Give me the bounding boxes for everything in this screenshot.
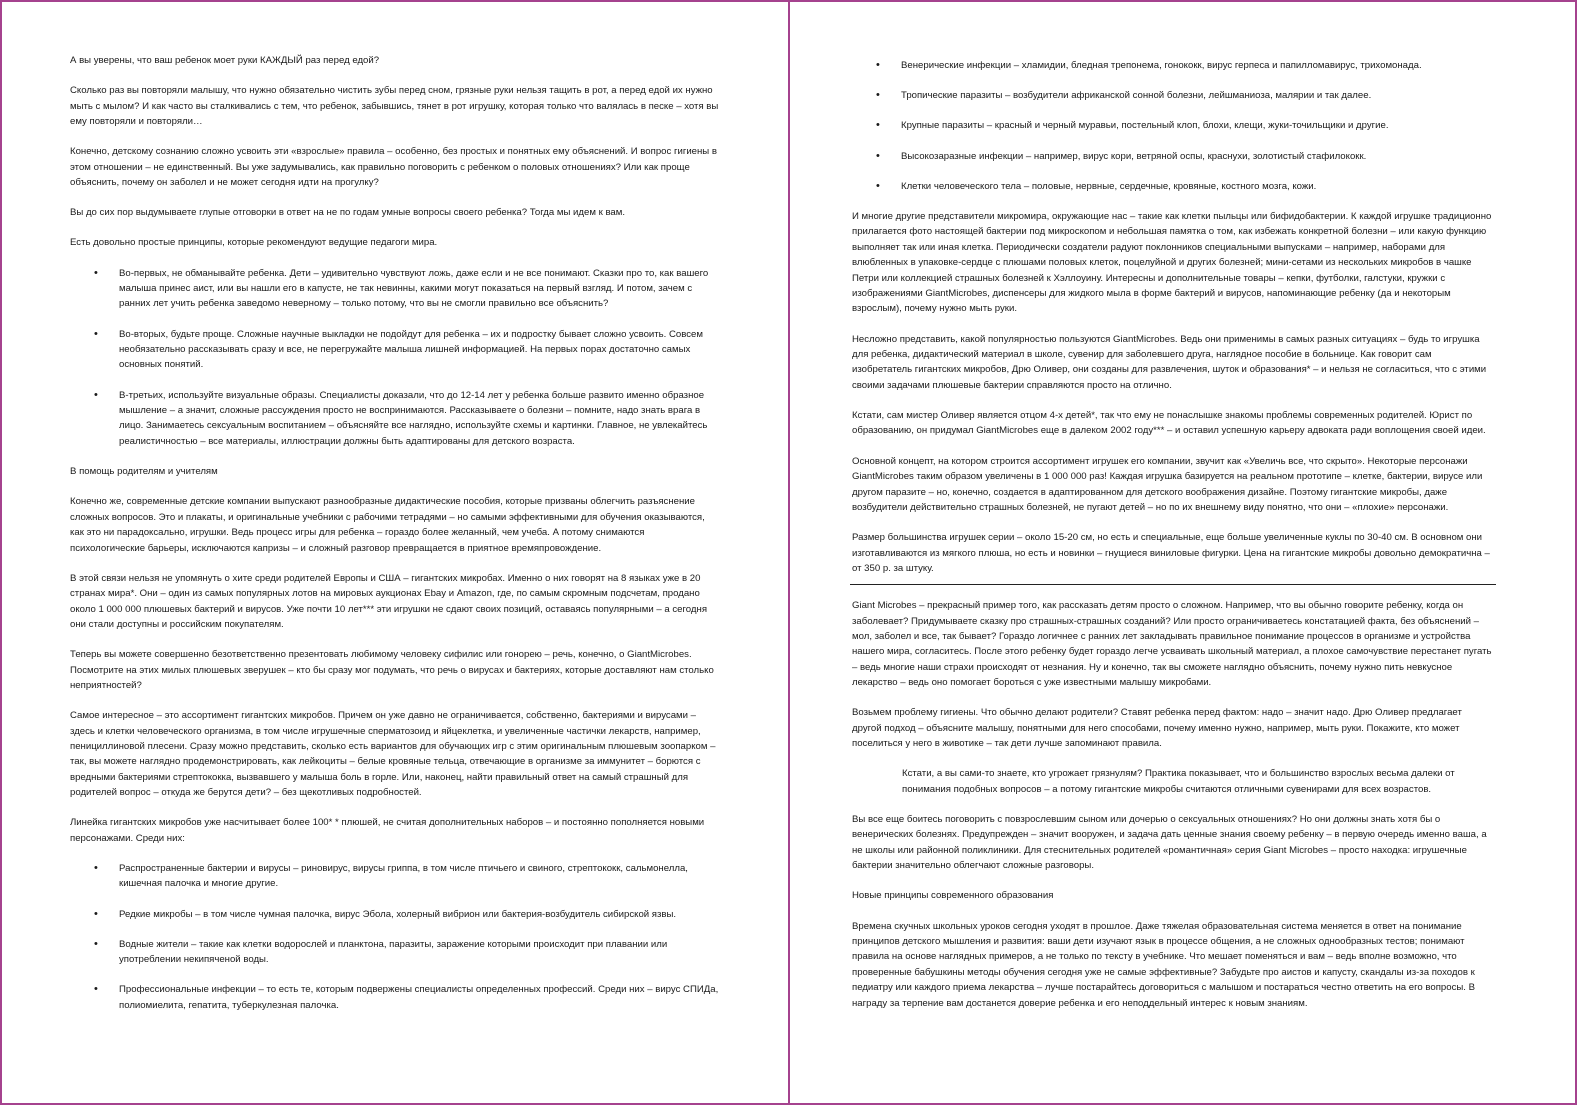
list-item: • Профессиональные инфекции – то есть те, которым подвержены специалисты определенных профессий. Среди них – вирус СПИДа, полиомиелита, гепатита, туберкулезная палочка.: [119, 982, 720, 1013]
list-item: • Клетки человеческого тела – половые, нервные, сердечные, кровяные, костного мозга, кожи.: [901, 179, 1494, 194]
list-item: • Во-первых, не обманывайте ребенка. Дети – удивительно чувствуют ложь, даже если и не все понимают. Сказки про то, как вашего малыша принес аист, или вы нашли его в капусте, не так невинны, какими могут показаться на первый взгляд. И потом, зачем с ранних лет учить ребенка заведомо неверному – только потому, что вы не смогли правильно все объяснить?: [119, 266, 720, 312]
principles-list: [70, 266, 720, 450]
list-item: • Тропические паразиты – возбудители африканской сонной болезни, лейшманиоза, малярии и так далее.: [901, 88, 1494, 103]
list-item: • Редкие микробы – в том числе чумная палочка, вирус Эбола, холерный вибрион или бактерия-возбудитель сибирской язвы.: [119, 907, 720, 922]
list-item: • Высокозаразные инфекции – например, вирус кори, ветряной оспы, краснухи, золотистый стафилококк.: [901, 149, 1494, 164]
microbes-list: [70, 861, 720, 1013]
section-heading: В помощь родителям и учителям: [70, 466, 218, 478]
paragraph: Возьмем проблему гигиены. Что обычно делают родители? Ставят ребенка перед фактом: надо – значит надо. Дрю Оливер предлагает другой подход – объясните малышу, понятными для него способами, почему именно нужно, например, мыть руки. Покажите, кто может поселиться у него в животике – так дети лучше запоминают правила.: [852, 707, 1462, 750]
paragraph: И многие другие представители микромира, окружающие нас – такие как клетки пыльцы или бифидобактерии. К каждой игрушке традиционно прилагается фото настоящей бактерии под микроскопом и небольшая памятка о том, как избежать конкретной болезни – или какую функцию выполняет так или иная клетка. Периодически создатели радуют поклонников специальными выпусками – например, наборами для влюбленных в упаковке-сердце с плюшами половых клеток, поцелуйной и других болезней; мини-сетами из нескольких микробов в чашке Петри или коллекцией страшных болезней к Хэллоуину. Интересны и дополнительные товары – кепки, футболки, галстуки, кружки с изображениями GiantMicrobes, диспенсеры для жидкого мыла в форме бактерий и вирусов, напоминающие ребенку (да и некоторым взрослым), почему нужно мыть руки.: [852, 211, 1492, 315]
paragraph: Времена скучных школьных уроков сегодня уходят в прошлое. Даже тяжелая образовательная система меняется в ответ на понимание принципов детского мышления и развития: ваши дети изучают язык в процессе общения, а не сложных однообразных тестов; понимают правила на основе наглядных примеров, а не только по тексту в учебнике. Что мешает поменяться и вам – ведь вполне возможно, что проверенные бабушкины методы обучения сегодня уже не самые эффективные? Забудьте про аистов и капусту, скандалы из-за походов к педиатру или каждого приема лекарства – лучше постарайтесь договориться с малышом и постараться честно ответить на его вопросы. В награду за терпение вам достанется доверие ребенка и его неподдельный интерес к новым знаниям.: [852, 920, 1476, 1009]
indented-paragraph: Кстати, а вы сами-то знаете, кто угрожает грязнулям? Практика показывает, что и большинство взрослых весьма далеки от понимания подобных вопросов – а потому гигантские микробы считаются отличными сувенирами для всех возрастов.: [902, 768, 1455, 795]
list-item: • Водные жители – такие как клетки водорослей и планктона, паразиты, заражение которыми происходит при плавании или употреблении некипяченой воды.: [119, 937, 720, 968]
paragraph: Основной концепт, на котором строится ассортимент игрушек его компании, звучит как «Увеличь все, что скрыто». Некоторые персонажи GiantMicrobes таким образом увеличены в 1 000 000 раз! Каждая игрушка базируется на реальном прототипе – клетке, бактерии, вирусе или другом паразите – но, конечно, создается в адаптированном для детского воображения дизайне. Поэтому гигантские микробы, даже возбудители действительно страшных болезней, не пугают детей – но по их внешнему виду понятно, что они – «плохие» персонажи.: [852, 455, 1483, 513]
microbes-list-continued: [852, 58, 1494, 194]
paragraph: Теперь вы можете совершенно безответственно презентовать любимому человеку сифилис или гонорею – речь, конечно, о GiantMicrobes. Посмотрите на этих милых плюшевых зверушек – кто бы сразу мог подумать, что речь о вирусах и бактериях, которые доставляют нам столько неприятностей?: [70, 649, 714, 691]
paragraph: Сколько раз вы повторяли малышу, что нужно обязательно чистить зубы перед сном, грязные руки нельзя тащить в рот, а перед едой их нужно мыть с мылом? И как часто вы сталкивались с тем, что ребенок, забывшись, тянет в рот игрушку, которая только что валялась в песке – хотя вы ему повторяли и повторяли…: [70, 85, 719, 128]
paragraph: Вы все еще боитесь поговорить с повзрослевшим сыном или дочерью о сексуальных отношениях? Но они должны знать хотя бы о венерических болезнях. Предупрежден – значит вооружен, и задача дать ценные знания своему ребенку – в первую очередь именно ваша, а не школы или районной поликлиники. Для стеснительных родителей «романтичная» серия Giant Microbes – просто находка: игрушечные бактерии значительно облегчают сложные разговоры.: [852, 813, 1487, 872]
paragraph: Конечно, детскому сознанию сложно усвоить эти «взрослые» правила – особенно, без простых и понятных ему объяснений. И вопрос гигиены в этом отношении – не единственный. Вы уже задумывались, как правильно поговорить с ребенком о половых отношениях? Или как проще объяснить, почему он заболел и не может сегодня идти на прогулку?: [70, 146, 717, 189]
list-item: • Распространенные бактерии и вирусы – риновирус, вирусы гриппа, в том числе птичьего и свиного, стрептококк, сальмонелла, кишечная палочка и многие другие.: [119, 861, 720, 892]
paragraph: Кстати, сам мистер Оливер является отцом 4-х детей*, так что ему не понаслышке знакомы проблемы современных родителей. Юрист по образованию, он придумал GiantMicrobes еще в далеком 2002 году*** – и оставил успешную карьеру адвоката ради воплощения своей идеи.: [852, 410, 1486, 437]
paragraph: Несложно представить, какой популярностью пользуются GiantMicrobes. Ведь они применимы в самых разных ситуациях – будь то игрушка для ребенка, дидактический материал в школе, сувенир для заболевшего друга, наглядное пособие в больнице. Как говорит сам изобретатель гигантских микробов, Дрю Оливер, они созданы для развлечения, шуток и образования* – и нельзя не согласиться, что с этими своими задачами плюшевые бактерии справляются просто на отлично.: [852, 333, 1487, 391]
paragraph: Giant Microbes – прекрасный пример того, как рассказать детям просто о сложном. Например, что вы обычно говорите ребенку, когда он заболевает? Придумываете сказку про страшных-страшных созданий? Или просто ограничиваетесь констатацией факта, без объяснений – мол, заболел и все, так бывает? Гораздо логичнее с ранних лет закладывать правильное понимание процессов в организме и устройства нашего мира, согласитесь. После этого ребенку будет гораздо легче усваивать школьный материал, а плохое самочувствие перестанет пугать – ведь многие наши страхи происходят от незнания. Ну и конечно, так вы сможете наглядно объяснить, почему нужно пить невкусное лекарство – ведь оно помогает бороться с уже известными малышу микробами.: [852, 600, 1492, 689]
paragraph: Есть довольно простые принципы, которые рекомендуют ведущие педагоги мира.: [70, 237, 438, 249]
paragraph: Конечно же, современные детские компании выпускают разнообразные дидактические пособия, которые призваны облегчить разъяснение сложных вопросов. Это и плакаты, и оригинальные учебники с рабочими тетрадями – но самыми эффективными для обучения оказываются, как это ни парадоксально, игрушки. Ведь процесс игры для ребенка – гораздо более желанный, чем учеба. А потому снимаются психологические барьеры, исключаются капризы – и сложный разговор превращается в приятное времяпровождение.: [70, 496, 705, 554]
list-item: • Во-вторых, будьте проще. Сложные научные выкладки не подойдут для ребенка – их и подростку бывает сложно усвоить. Совсем необязательно рассказывать сразу и все, не перегружайте малыша лишней информацией. На первых порах достаточно самых основных понятий.: [119, 327, 720, 373]
paragraph: Линейка гигантских микробов уже насчитывает более 100* * плюшей, не считая дополнительных наборов – и постоянно пополняется новыми персонажами. Среди них:: [70, 817, 705, 844]
right-page-text: [852, 58, 1494, 1026]
paragraph: А вы уверены, что ваш ребенок моет руки КАЖДЫЙ раз перед едой?: [70, 55, 380, 66]
right-page: [788, 0, 1577, 1105]
paragraph: В этой связи нельзя не упомянуть о хите среди родителей Европы и США – гигантских микробах. Именно о них говорят на 8 языках уже в 20 странах мира*. Они – один из самых популярных лотов на мировых аукционах Ebay и Amazon, где, по самым скромным подсчетам, продано около 1 000 000 плюшевых бактерий и вирусов. Уже почти 10 лет*** эти игрушки не сдают своих позиций, оставаясь популярными – а сегодня они стали доступны и российским покупателям.: [70, 572, 708, 630]
left-page-text: [70, 53, 720, 1028]
list-item: • Венерические инфекции – хламидии, бледная трепонема, гонококк, вирус герпеса и папилломавирус, трихомонада.: [901, 58, 1494, 73]
section-heading: Новые принципы современного образования: [852, 890, 1054, 902]
paragraph: Самое интересное – это ассортимент гигантских микробов. Причем он уже давно не ограничивается, собственно, бактериями и вирусами – здесь и клетки человеческого организма, в том числе игрушечные сперматозоид и яйцеклетка, и увеличенные частички лекарств, например, пенициллиновой плесени. Сразу можно представить, сколько есть вариантов для обучающих игр с этим оригинальным плюшевым зоопарком – так, вы можете наглядно продемонстрировать, как лейкоциты – белые кровяные тельца, отвечающие в организме за иммунитет – борются с вредными бактериями стрептококка, вызвавшего у малыша боль в горле. Или, наконец, найти правильный ответ на самый страшный для родителей вопрос – откуда же берутся дети? – без щекотливых подробностей.: [70, 710, 716, 799]
horizontal-rule: [850, 584, 1496, 585]
paragraph: Вы до сих пор выдумываете глупые отговорки в ответ на не по годам умные вопросы своего ребенка? Тогда мы идем к вам.: [70, 207, 626, 219]
paragraph: Размер большинства игрушек серии – около 15-20 см, но есть и специальные, еще больше увеличенные куклы по 30-40 см. В основном они изготавливаются из мягкого плюша, но есть и новинки – гнущиеся виниловые фигурки. Цена на гигантские микробы довольно демократична – от 350 р. за штуку.: [852, 532, 1490, 574]
list-item: • Крупные паразиты – красный и черный муравьи, постельный клоп, блохи, клещи, жуки-точильщики и другие.: [901, 118, 1494, 133]
list-item: • В-третьих, используйте визуальные образы. Специалисты доказали, что до 12-14 лет у ребенка больше развито именно образное мышление – а значит, сложные рассуждения просто не воспринимаются. Рассказываете о болезни – помните, надо знать врага в лицо. Занимаетесь сексуальным воспитанием – объясняйте все наглядно, используйте схемы и картинки. Главное, не увлекайтесь реалистичностью – все материалы, иллюстрации должны быть адаптированы для детского возраста.: [119, 388, 720, 450]
